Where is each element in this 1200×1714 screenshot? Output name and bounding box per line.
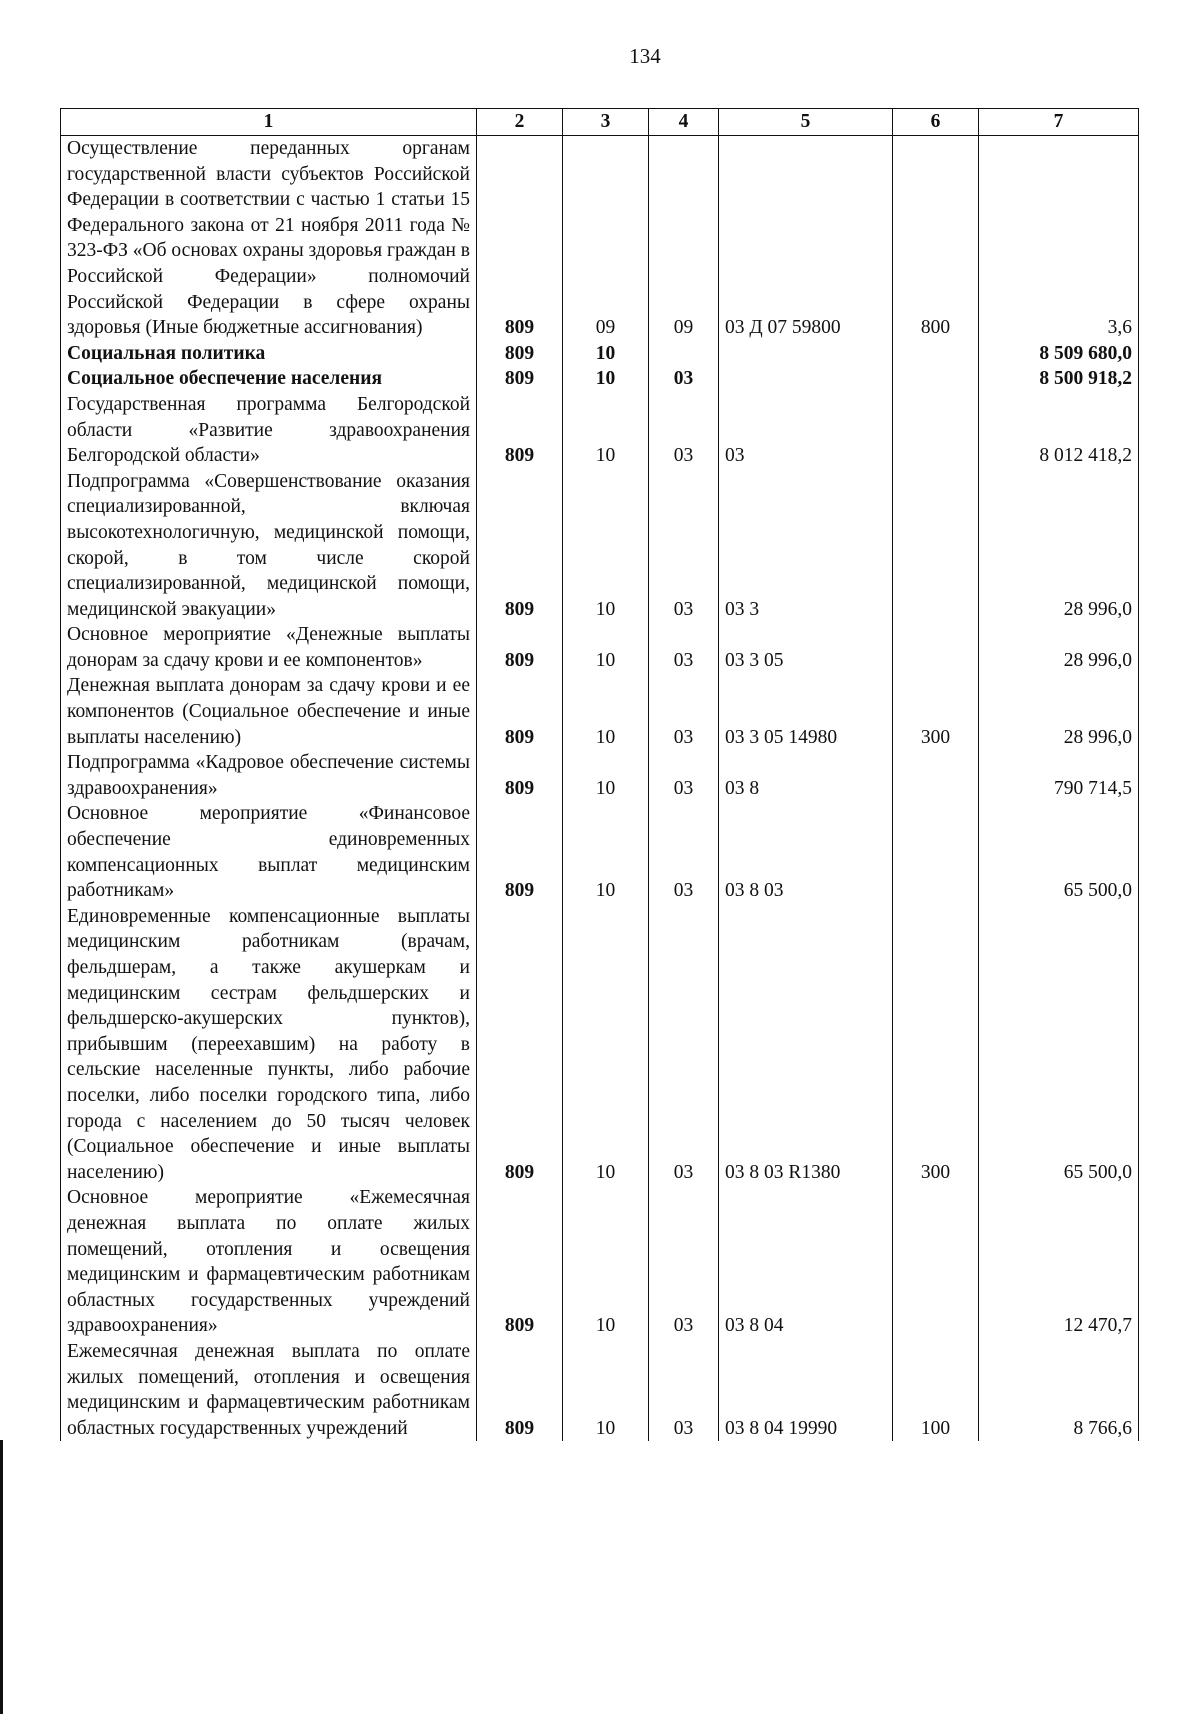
amount-cell: 12 470,7 [979,1185,1139,1339]
subsection-code-cell: 03 [649,392,719,469]
target-article-cell: 03 3 [719,469,893,623]
ministry-code-cell: 809 [477,904,563,1186]
ministry-code-cell: 809 [477,1185,563,1339]
table-row [61,1185,1139,1339]
ministry-code-cell: 809 [477,469,563,623]
row-name-cell: Ежемесячная денежная выплата по оплате жилых помещений, отопления и освещения медицинским и фармацевтическим работникам областных государственных учреждений [61,1339,477,1441]
ministry-code-cell: 809 [477,136,563,341]
table-row [61,1339,1139,1441]
subsection-code-cell [649,341,719,367]
row-name-cell: Основное мероприятие «Денежные выплаты донорам за сдачу крови и ее компонентов» [61,622,477,673]
section-code-cell: 10 [563,801,649,903]
subsection-code-cell: 03 [649,750,719,801]
subsection-code-cell: 03 [649,469,719,623]
table-row [61,673,1139,750]
target-article-cell: 03 8 03 [719,801,893,903]
column-header-amount: 7 [979,109,1139,136]
row-name-cell: Государственная программа Белгородской области «Развитие здравоохранения Белгородской области» [61,392,477,469]
target-article-cell: 03 8 03 R1380 [719,904,893,1186]
target-article-cell: 03 Д 07 59800 [719,136,893,341]
row-name-cell: Социальное обеспечение населения [61,366,477,392]
subsection-code-cell: 09 [649,136,719,341]
amount-cell: 65 500,0 [979,904,1139,1186]
expense-type-cell: 300 [893,904,979,1186]
section-code-cell: 10 [563,1185,649,1339]
expense-type-cell [893,392,979,469]
table-row [61,750,1139,801]
section-code-cell: 10 [563,341,649,367]
target-article-cell [719,341,893,367]
ministry-code-cell: 809 [477,366,563,392]
target-article-cell [719,366,893,392]
row-name-cell: Подпрограмма «Совершенствование оказания специализированной, включая высокотехнологичную, медицинской помощи, скорой, в том числе скорой специализированной, медицинской помощи, медицинской эвакуации» [61,469,477,623]
column-header-name: 1 [61,109,477,136]
expense-type-cell [893,801,979,903]
amount-cell: 3,6 [979,136,1139,341]
section-code-cell: 10 [563,904,649,1186]
section-code-cell: 10 [563,1339,649,1441]
row-name-cell: Осуществление переданных органам государственной власти субъектов Российской Федерации в соответствии с частью 1 статьи 15 Федерального закона от 21 ноября 2011 года № 323-ФЗ «Об основах охраны здоровья граждан в Российской Федерации» полномочий Российской Федерации в сфере охраны здоровья (Иные бюджетные ассигнования) [61,136,477,341]
table-row [61,904,1139,1186]
amount-cell: 65 500,0 [979,801,1139,903]
subsection-code-cell: 03 [649,1339,719,1441]
section-code-cell: 10 [563,622,649,673]
column-header-subsection: 4 [649,109,719,136]
row-name-cell: Социальная политика [61,341,477,367]
row-name-cell: Основное мероприятие «Финансовое обеспечение единовременных компенсационных выплат медицинским работникам» [61,801,477,903]
target-article-cell: 03 [719,392,893,469]
expense-type-cell [893,622,979,673]
row-name-cell: Единовременные компенсационные выплаты медицинским работникам (врачам, фельдшерам, а также акушеркам и медицинским сестрам фельдшерских и фельдшерско-акушерских пунктов), прибывшим (переехавшим) на работу в сельские населенные пункты, либо рабочие поселки, либо поселки городского типа, либо города с населением до 50 тысяч человек (Социальное обеспечение и иные выплаты населению) [61,904,477,1186]
amount-cell: 28 996,0 [979,622,1139,673]
table-row [61,136,1139,341]
subsection-code-cell: 03 [649,673,719,750]
amount-cell: 8 766,6 [979,1339,1139,1441]
target-article-cell: 03 3 05 [719,622,893,673]
ministry-code-cell: 809 [477,1339,563,1441]
amount-cell: 8 012 418,2 [979,392,1139,469]
ministry-code-cell: 809 [477,750,563,801]
expense-type-cell [893,366,979,392]
ministry-code-cell: 809 [477,801,563,903]
row-name-cell: Денежная выплата донорам за сдачу крови и ее компонентов (Социальное обеспечение и иные выплаты населению) [61,673,477,750]
section-code-cell: 10 [563,750,649,801]
table-row [61,392,1139,469]
table-row [61,341,1139,367]
section-code-cell: 10 [563,366,649,392]
expense-type-cell: 100 [893,1339,979,1441]
expense-type-cell [893,341,979,367]
amount-cell: 790 714,5 [979,750,1139,801]
subsection-code-cell: 03 [649,366,719,392]
ministry-code-cell: 809 [477,341,563,367]
subsection-code-cell: 03 [649,1185,719,1339]
amount-cell: 8 500 918,2 [979,366,1139,392]
row-name-cell: Основное мероприятие «Ежемесячная денежная выплата по оплате жилых помещений, отопления и освещения медицинским и фармацевтическим работникам областных государственных учреждений здравоохранения» [61,1185,477,1339]
row-name-cell: Подпрограмма «Кадровое обеспечение системы здравоохранения» [61,750,477,801]
subsection-code-cell: 03 [649,622,719,673]
table-row [61,366,1139,392]
table-row [61,469,1139,623]
scan-margin-line [0,1440,3,1714]
target-article-cell: 03 8 04 [719,1185,893,1339]
section-code-cell: 10 [563,392,649,469]
budget-table [60,108,1139,1441]
target-article-cell: 03 8 [719,750,893,801]
section-code-cell: 10 [563,469,649,623]
section-code-cell: 09 [563,136,649,341]
expense-type-cell: 300 [893,673,979,750]
ministry-code-cell: 809 [477,622,563,673]
column-header-section: 3 [563,109,649,136]
page-number: 134 [629,44,661,68]
column-header-ministry: 2 [477,109,563,136]
amount-cell: 28 996,0 [979,469,1139,623]
expense-type-cell [893,469,979,623]
ministry-code-cell: 809 [477,392,563,469]
expense-type-cell [893,1185,979,1339]
column-header-expense-type: 6 [893,109,979,136]
column-header-target-article: 5 [719,109,893,136]
ministry-code-cell: 809 [477,673,563,750]
section-code-cell: 10 [563,673,649,750]
expense-type-cell [893,750,979,801]
table-header-row [61,109,1139,136]
subsection-code-cell: 03 [649,904,719,1186]
amount-cell: 28 996,0 [979,673,1139,750]
target-article-cell: 03 3 05 14980 [719,673,893,750]
table-row [61,622,1139,673]
subsection-code-cell: 03 [649,801,719,903]
table-body [61,136,1139,1442]
table-row [61,801,1139,903]
amount-cell: 8 509 680,0 [979,341,1139,367]
target-article-cell: 03 8 04 19990 [719,1339,893,1441]
expense-type-cell: 800 [893,136,979,341]
